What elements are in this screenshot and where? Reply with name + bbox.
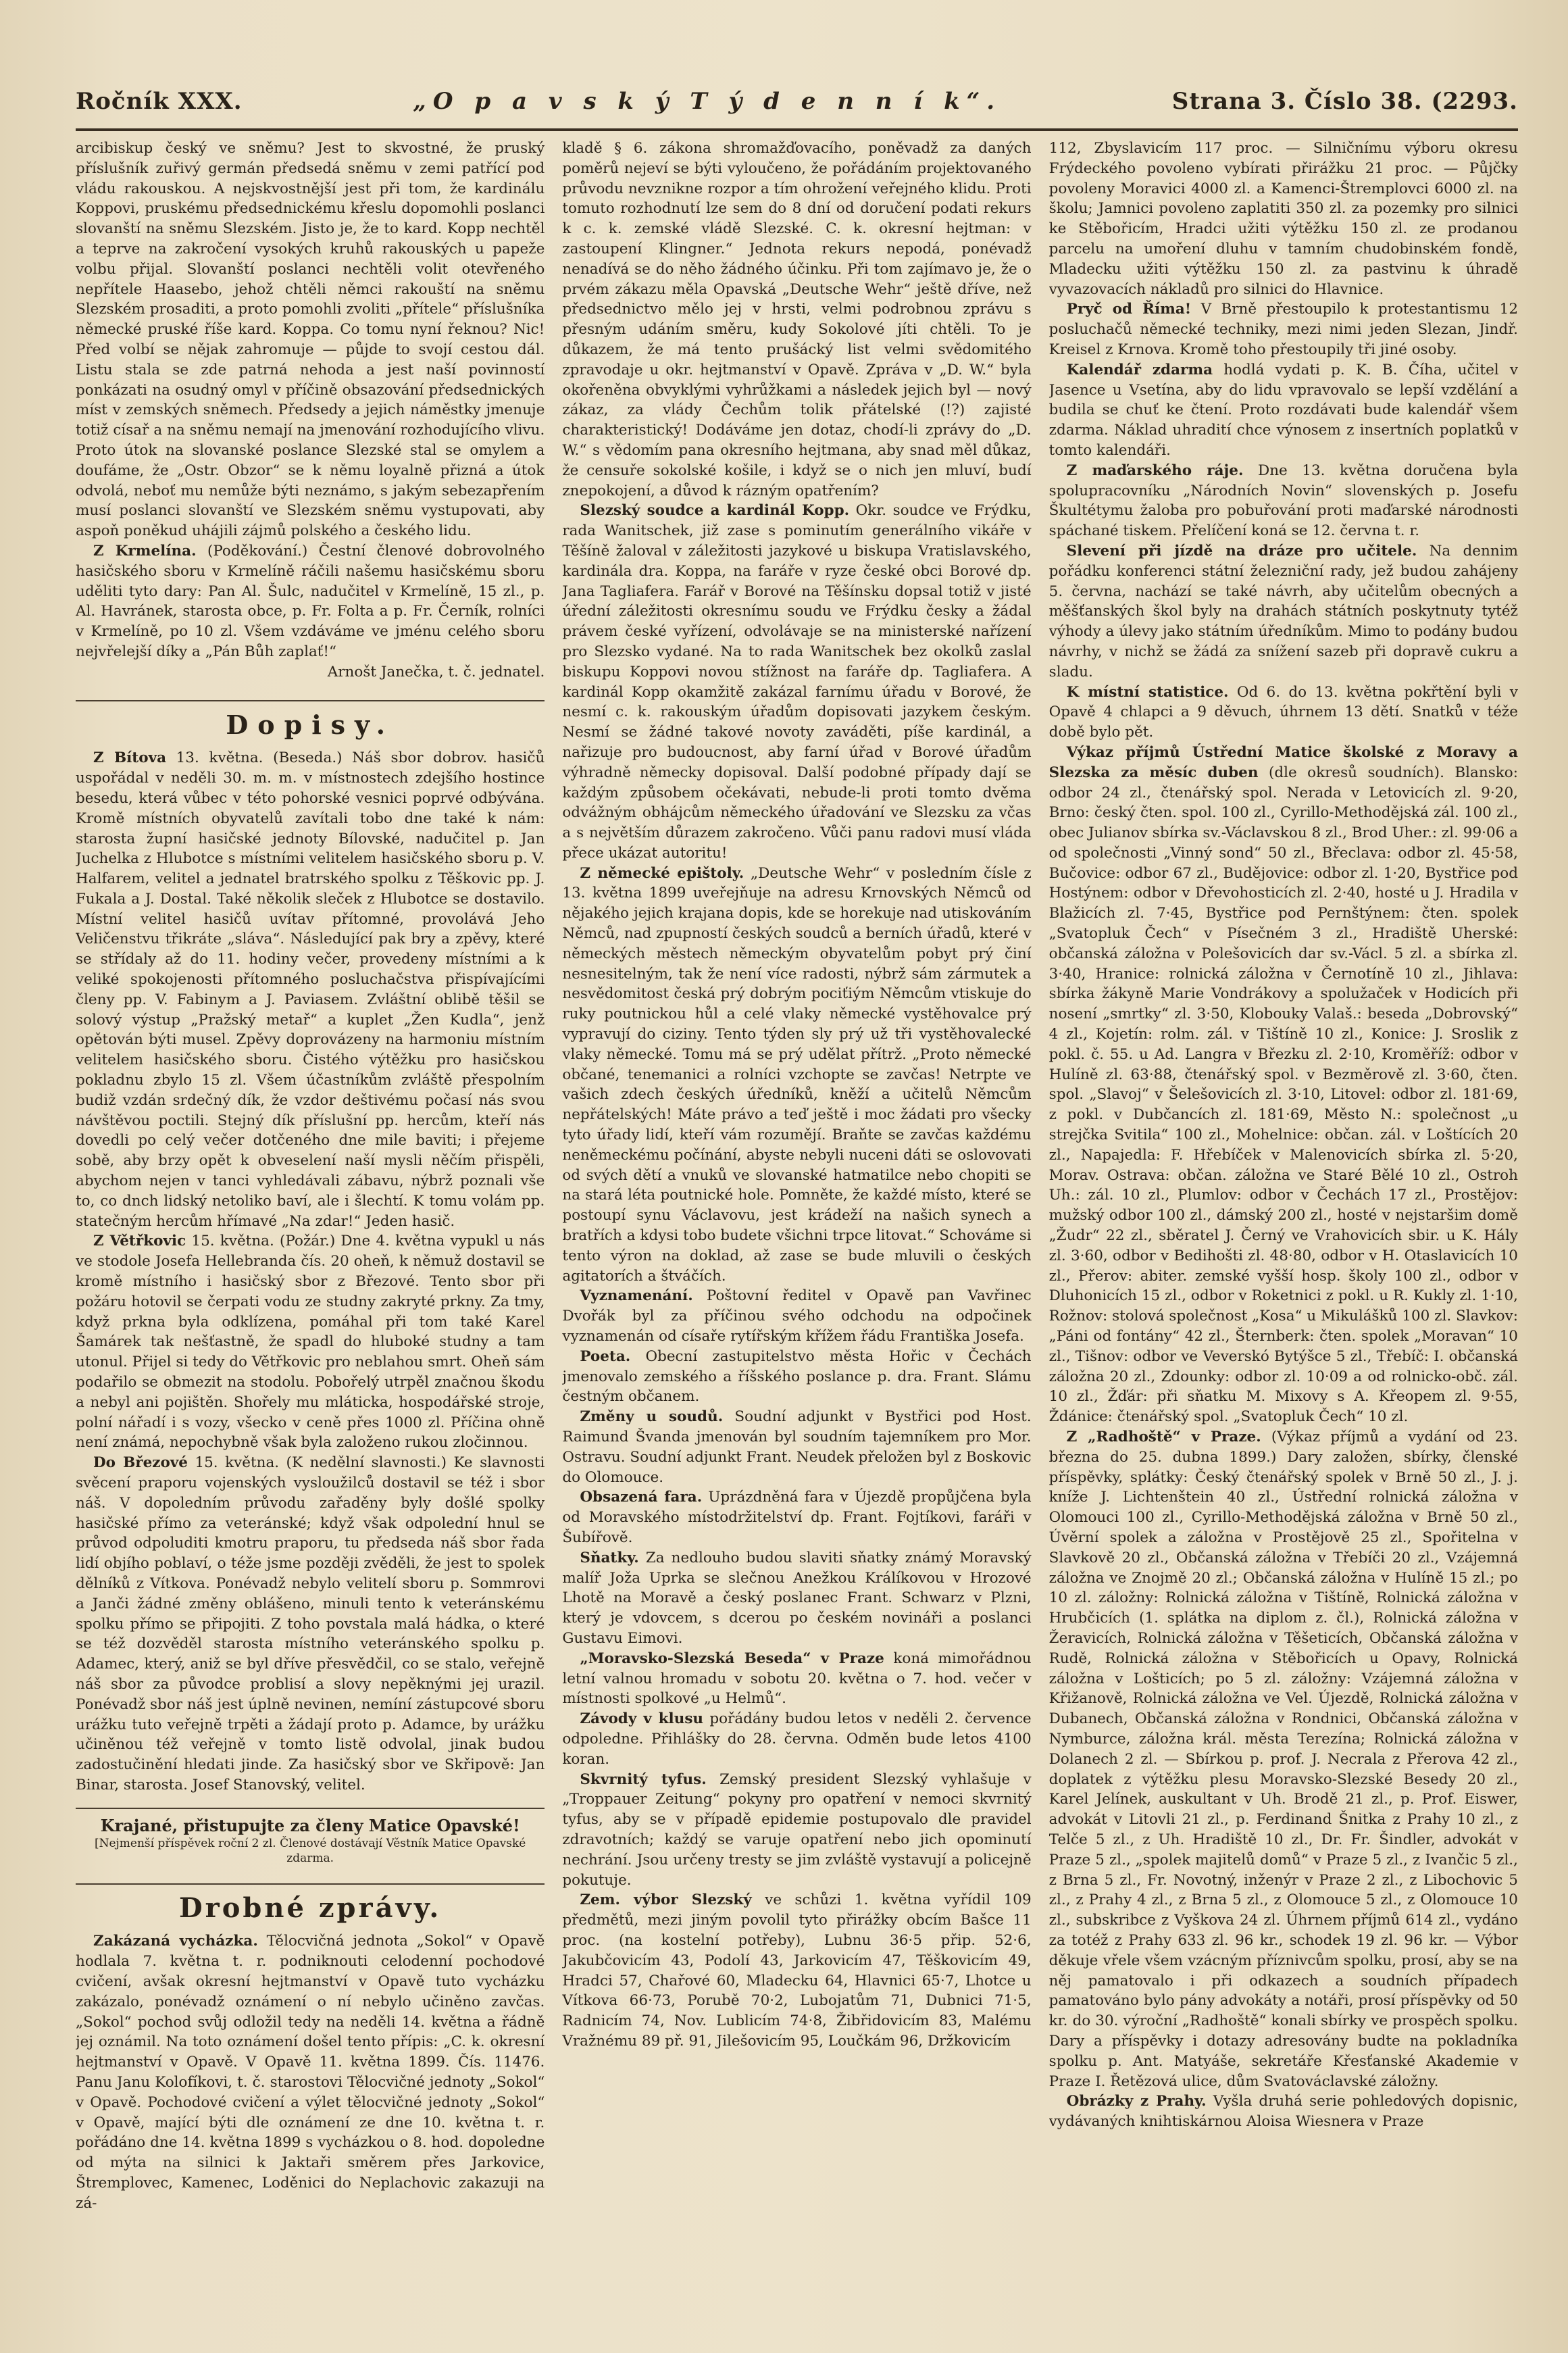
article-obrazky-z-prahy: Obrázky z Prahy. Vyšla druhá serie pohledových dopisnic, vydávaných knihtiskárnou Aloisa Wiesnera v Praze [1048, 2093, 1518, 2131]
article-radhost: Z „Radhoště“ v Praze. (Výkaz příjmů a vydání od 23. března do 25. dubna 1899.) Dary založen, sbírky, členské příspěvky, splátky: Český čtenářský spolek v Brně 50 zl., J. j. kníže J. Lichtenštein 40 zl., Ústřední rolnická záložna v Olomouci 100 zl., Cyrillo-Methodějská záložna v Brně 50 zl., Úvěrní spolek a záložna v Prostějově 25 zl., Spořitelna v Slavkově 20 zl., Občanská záložna v Třebíči 20 zl., Vzájemná záložna ve Znojmě 20 zl.; Občanská záložna v Hulíně 15 zl.; po 10 zl. záložny: Rolnická záložna v Tištíně, Rolnická záložna v Hrubčicích (1. splátka na diplom z. čl.), Rolnická záložna v Žeravicích, Rolnická záložna v Těšeticích, Občanská záložna v Rudě, Rolnická záložna v Stěbořicích u Opavy, Rolnická záložna v Lošticích; po 5 zl. záložny: Vzájemná záložna v Křižanově, Rolnická záložna ve Vel. Újezdě, Rolnická záložna v Dubanech, Občanská záložna v Rondnici, Občanská záložna v Nymburce, záložna král. města Terezína; Rolnická záložna v Dolanech 2 zl. — Sbírkou p. prof. J. Necrala z Přerova 42 zl., doplatek z výtěžku plesu Moravsko-Slezské Besedy 20 zl., Karel Jelínek, auskultant v Uh. Brodě 21 zl., p. Prof. Eiswer, advokát v Litovli 21 zl., p. Ferdinand Šnitka z Prahy 10 zl., z Telče 5 zl., z Uh. Hradiště 10 zl., Dr. Fr. Šindler, advokát v Praze 5 zl., „spolek majitelů domů“ v Praze 5 zl., z Ivančic 5 zl., z Brna 5 zl., Fr. Novotný, inženýr v Praze 2 zl., z Libochovic 5 zl., z Prahy 4 zl., z Brna 5 zl., z Olomouce 5 zl., z Olomouce 10 zl., subskribce z Vyškova 24 zl. Úhrnem příjmů 614 zl., vydáno za totéž z Prahy 633 zl. 96 kr., schodek 19 zl. 96 kr. — Výbor děkuje vřele všem vzácným příznivcům spolku, prosí, aby se na něj pamatovalo i při odkazech a soudních případech pamatováno bylo pány advokáty a notáři, prosí příspěvky od 50 kr. do 30. výroční „Radhoště“ konali sbírky ve prospěch spolku. Dary a příspěvky i dotazy adresovány budte na pokladníka spolku p. Ant. Matyáše, sekretáře Křesťanské Akademie v Praze I. Řetězová ulice, dům Svatováclavské záložny. [1048, 1429, 1518, 2090]
article-zavody: Závody v klusu pořádány budou letos v neděli 2. července odpoledne. Přihlášky do 28. června. Odměn bude letos 4100 koran. [562, 1710, 1032, 1768]
article-heading: Z německé epištoly. [580, 864, 744, 882]
article-heading: Slezský soudce a kardinál Kopp. [580, 502, 850, 520]
newspaper-title: „O p a v s k ý T ý d e n n í k“. [413, 88, 1002, 115]
article-zmeny-u-soudu: Změny u soudů. Soudní adjunkt v Bystřici pod Host. Raimund Švanda jmenován byl soudním tajemníkem pro Mor. Ostravu. Soudní adjunkt Frant. Neudek přeložen byl z Boskovic do Olomouce. [562, 1408, 1032, 1486]
article-beseda: „Moravsko-Slezská Beseda“ v Praze koná mimořádnou letní valnou hromadu v sobotu 20. května o 7. hod. večer v místnosti spolkové „u Helmů“. [562, 1650, 1032, 1708]
article-krmelin: Z Krmelína. (Poděkování.) Čestní členové dobrovolného hasičského sboru v Krmelíně ráčili našemu hasičskému sboru uděliti tyto dary: Pan Al. Šulc, nadučitel v Krmelíně, 15 zl., p. Al. Havránek, starosta obce, p. Fr. Folta a p. Fr. Černík, rolníci v Krmelíně, po 10 zl. Všem vzdáváme ve jménu celého sboru nejvřelejší díky a „Pán Bůh zaplať!“ [76, 542, 545, 660]
volume-label: Ročník XXX. [76, 88, 243, 115]
article-heading: Do Březové [93, 1454, 188, 1472]
article-heading: Pryč od Říma! [1066, 301, 1192, 318]
article-heading: Obrázky z Prahy. [1066, 2093, 1207, 2110]
section-title-dopisy: Dopisy. [76, 700, 545, 735]
signature: Arnošt Janečka, t. č. jednatel. [327, 663, 545, 680]
article-madarsky-raj: Z maďarského ráje. Dne 13. května doručena byla spolupracovníku „Národních Novin“ slovenských p. Josefu Škultétymu žaloba pro pobuřování proti maďarské národnosti spáchané tiskem. Přelíčení koná se 12. června t. r. [1048, 462, 1518, 540]
article-heading: Z Větřkovic [93, 1233, 186, 1250]
article-statistika: K místní statistice. Od 6. do 13. května pokřtění byli v Opavě 4 chlapci a 9 děvuch, úhrnem 13 dětí. Snatků v téže době bylo pět. [1048, 683, 1518, 741]
article-snatky: Sňatky. Za nedlouho budou slaviti sňatky známý Moravský malíř Joža Uprka se slečnou Anežkou Králíkovou v Hrozové Lhotě na Moravě a český poslanec Frant. Schwarz v Plzni, který je vdovcem, s dcerou po českém novináři a poslanci Gustavu Eimovi. [562, 1549, 1032, 1647]
article-sleveni: Slevení při jízdě na dráze pro učitele. Na dennim pořádku konferenci státní železniční rady, jež budou zahájeny 5. června, nachází se také návrh, aby učitelům obecných a měšťanských škol byly na drahách státních poskytnuty tytéž výhody a úlevy jako státním úředníkům. Mimo to podány budou návrhy, v nichž se žádá za snížení sazeb při dopravě cukru a sladu. [1048, 542, 1518, 680]
article-zakazana-vychazka: Zakázaná vycházka. Tělocvičná jednota „Sokol“ v Opavě hodlala 7. května t. r. podniknouti celodenní pochodové cvičení, avšak okresní hejtmanství v Opavě tuto vycházku zakázalo, ponévadž oznámení o ní nebylo učiněno zavčas. „Sokol“ pochod svůj odložil tedy na neděli 14. května a řádně jej oznámil. Na toto oznámení došel tento přípis: „C. k. okresní hejtmanství v Opavě. V Opavě 11. května 1899. Čís. 11476. Panu Janu Kolofíkovi, t. č. starostovi Tělocvičné jednoty „Sokol“ v Opavě. Pochodové cvičení a výlet tělocvičné jednoty „Sokol“ v Opavě, mající býti dle oznámení ze dne 10. května t. r. pořádáno dne 14. května 1899 s vycházkou o 8. hod. dopoledne od mýta na silnici k Jaktaři směrem přes Jarkovice, Štremplovec, Kamenec, Loděnici do Neplachovic zakazuji na zá- [76, 1933, 545, 2212]
article-heading: Vyznamenání. [580, 1287, 693, 1305]
matice-notice-heading: Krajané, přistupujte za členy Matice Opavské! [76, 1808, 545, 1836]
article-heading: Výkaz příjmů Ústřední Matice školské z Moravy a Slezska za měsíc duben [1048, 743, 1518, 781]
article-heading: Obsazená fara. [580, 1489, 703, 1506]
article-heading: Z Krmelína. [93, 542, 197, 560]
article-zem-vybor: Zem. výbor Slezský ve schůzi 1. května vyřídil 109 předmětů, mezi jiným povolil tyto přirážky obcím Bašce 11 proc. (na kostelní potřeby), Lubnu 36·5 přip. 52·6, Jakubčovicím 43, Podolí 43, Jarkovicím 47, Těškovicím 49, Hradci 57, Chařové 60, Mladecku 64, Hlavnici 65·7, Lhotce u Vítkova 66·73, Porubě 70·2, Lubojatům 71, Dubnici 71·5, Radnicím 74, Nov. Lublicím 74·8, Žibřidovicím 83, Malému Vražnému 89 př. 91, Jilešovicím 95, Loučkám 96, Držkovicím [562, 1891, 1032, 2050]
article-nemecka-epistola: Z německé epištoly. „Deutsche Wehr“ v posledním čísle z 13. května 1899 uveřejňuje na adresu Krnovských Němců od nějakého jejich krajana dopis, kde se horekuje nad utiskováním Němců, nad zpupností českých soudců a berních úřadů, které v německých městech německým obyvatelům pobyt prý činí nesnesitelným, tak že není více radosti, nýbrž sám zármutek a nesvědomitost česká prý dobrým pociťiým Němcům vtiskuje do ruky poutnickou hůl a celé vlaky německé vystěhovalce prý vypravují do ciziny. Tento týden sly prý už tři vystěhovalecké vlaky německé. Tomu má se prý udělat přítrž. „Proto německé občané, tenemanici a rolníci vzchopte se zavčas! Netrpte ve vašich zdech českých úředníků, kněží a učitelů Němcům nepřátelských! Máte právo a teď ještě i moc žádati pro všecky tyto úřady lidí, kteří vám rozumějí. Braňte se zavčas každému neněmeckému počínání, abyste nebyli nuceni dáti se oslovovati od svých dětí a vnuků ve slovanské hatmatilce nebo chopiti se na stará léta poutnické hole. Pomněte, že každé místo, které se postoupí synu Václavovu, jest krádeží na našich synech a bratřích a kdysi tobo budete všichni trpce litovat.“ Schováme si tento výron na doklad, až zase se bude mluvili o českých agitatorích a štváčích. [562, 864, 1032, 1285]
page-header [76, 82, 1518, 131]
article-heading: Kalendář zdarma [1066, 361, 1213, 378]
article-tyfus: Skvrnitý tyfus. Zemský president Slezský vyhlašuje v „Troppauer Zeitung“ pokyny pro opatření v nemoci skvrnitý tyfus, aby se v případě epidemie postupovalo dle pravidel zdravotních; každý se varuje opatření nebo jich opominutí nechrání. Jsou určeny tresty se jim zvláště vystavují a policejně pokutuje. [562, 1770, 1032, 1889]
article-poeta: Poeta. Obecní zastupitelstvo města Hořic v Čechách jmenovalo zemského a říšského poslance p. dra. Frant. Slámu čestným občanem. [562, 1347, 1032, 1406]
article-vetrkovice: Z Větřkovic 15. května. (Požár.) Dne 4. května vypukl u nás ve stodole Josefa Hellebranda čís. 20 oheň, k němuž dostavil se kromě místního i hasičský sbor z Březové. Tento sbor při požáru hotovil se čerpati vodu ze studny zakryté prkny. Za tmy, když prkna byla odklízena, pomáhal při tom také Karel Šamárek tak nešťastně, že spadl do hluboké studny a tam utonul. Přijel si tedy do Větřkovic pro neblahou smrt. Oheň sám podařilo se obmezit na stodolu. Pobořelý utrpěl značnou škodu a nebyl ani pojištěn. Shořely mu mláticka, hospodářské stroje, polní nářadí i s vozy, všecko v ceně přes 1000 zl. Příčina ohně není známá, nepochybně však byla založeno rukou zločinnou. [76, 1233, 545, 1452]
article-kardinal-kopp: Slezský soudce a kardinál Kopp. Okr. soudce ve Frýdku, rada Wanitschek, již zase s pominutím generálního vikáře v Těšíně žaloval v záležitosti jazykové u biskupa Vratislavského, kardinála dra. Koppa, na faráře v ryze české obci Borové dp. Jana Tagliafera. Farář v Borové na Těšínsku dopsal totiž v jisté úřední záležitosti okresnímu soudu ve Frýdku česky a žádal právem české vyřízení, odvolávaje se na ministerské nařízení pro Slezsko vydané. Na to rada Wanitschek bez okolků zaslal biskupu Koppovi novou stížnost na faráře dp. Tagliafera. A kardinál Kopp okamžitě zakázal farnímu úřadu v Borové, že nesmí c. k. rakouským úřadům dopisovati jazykem českým. Nesmí se žádné takové novoty zaváděti, píše kardinál, a nařizuje pro budoucnost, aby farní úřad v Borové úřadům výhradně německy dopisoval. Další podobné případy dají se každým způsobem očekávati, nebude-li proti tomto dvěma odvážným obhájcům německého úřadování ve Slezsku za včas a s největším důrazem zakročeno. Vůči panu radovi musí vláda přece ukázat autoritu! [562, 502, 1032, 862]
section-title-drobne-zpravy: Drobné zprávy. [76, 1883, 545, 1918]
column-1 [76, 139, 545, 2335]
article-vyznamenani: Vyznamenání. Poštovní ředitel v Opavě pan Vavřinec Dvořák byl za příčinou svého odchodu na odpočinek vyznamenán od císaře rytířským křížem řádu Františka Josefa. [562, 1287, 1032, 1345]
article-heading: Zakázaná vycházka. [93, 1933, 258, 1950]
article-pryc-od-rima: Pryč od Říma! V Brně přestoupilo k protestantismu 12 posluchačů německé techniky, mezi nimi jeden Slezan, Jindř. Kreisel z Krnova. Kromě toho přestoupily tři jiné osoby. [1048, 301, 1518, 358]
article-heading: Sňatky. [580, 1549, 639, 1566]
article-heading: Skvrnitý tyfus. [580, 1770, 707, 1788]
column-3 [1049, 139, 1518, 2335]
article-continuation: kladě § 6. zákona shromažďovacího, poněvadž za daných poměrů nejeví se býti vyloučeno, že pořádáním projektovaného průvodu nevznikne rozpor a tím ohrožení veřejného klidu. Proti tomuto rozhodnutí lze sem do 8 dní od doručení podati rekurs k c. k. zemské vládě Slezské. C. k. okresní hejtman: v zastoupení Klingner.“ Jednota rekurs nepodá, ponévadž nenadívá se do něho žádného účinku. Při tom zajímavo je, že o prvém zákazu měla Opavská „Deutsche Wehr“ ještě dříve, než předsednictvo mělo jej v hrsti, velmi podrobnou zprávu s přesným udáním směru, kudy Sokolové jíti chtěli. To je důkazem, že má tento prušácký list velmi svědomitého zpravodaje u okr. hejtmanství v Opavě. Zpráva v „D. W.“ byla okořeněna obvyklými vyhrůžkami a následek jejich byl — nový zákaz, za vlády Čechům tolik přátelské (!?) zajisté charakteristický! Dodáváme jen dotaz, chodí-li zprávy do „D. W.“ s vědomím pana okresního hejtmana, aby snad měl důkaz, že censuře sokolské košile, i když se o nich jen mluví, budí znepokojení, a důvod k rázným opatřením? [562, 140, 1032, 499]
article-heading: Z Bítova [93, 749, 166, 767]
article-brezova: Do Březové 15. května. (K nedělní slavnosti.) Ke slavnosti svěcení praporu vojenských vysloužilců dostavil se též i sbor náš. V dopoledním průvodu zařaděny byly došlé spolky hasičské přímo za veteránské; když však odpolední hnul se průvod odpoluditi kmotru praporu, tu předseda náš sbor řada lidí objího poblaví, o téže jsme později zvěděli, že jest to spolek dělníků z Vítkova. Ponévadž nebylo velitelí sboru p. Sommrovi a Janči žádné změny oblášeno, minuli tento k veteránskému spolku přímo se připojiti. Z toho povstala malá hádka, o které se též dozvěděl starosta místního veteránského spolku p. Adamec, který, aniž se byl dříve přesvědčil, co se stalo, veřejně náš sbor za původce problisí a slovy nepěknými jej urazil. Ponévadž sbor náš jest úplně nevinen, nemíní zástupcové sboru urážku tuto veřejně trpěti a žádají proto p. Adamce, by urážku učiněnou též veřejně v tomto listě odvolal, jinak budou zadostučinění hledati jinde. Za hasičský sbor ve Skřipově: Jan Binar, starosta. Josef Stanovský, velitel. [76, 1454, 545, 1793]
column-2 [562, 139, 1031, 2335]
page-number: Strana 3. Číslo 38. (2293. [1171, 88, 1518, 115]
article-matice-skolska: Výkaz příjmů Ústřední Matice školské z Moravy a Slezska za měsíc duben (dle okresů soudních). Blansko: odbor 24 zl., čtenářský spol. Nerada v Letovicích zl. 9·20, Brno: český čten. spol. 100 zl., Cyrillo-Methodějská zál. 100 zl., obec Julianov sbírka sv.-Václavskou 8 zl., Brod Uher.: zl. 99·06 a od společnosti „Vinný sond“ 50 zl., Břeclava: odbor zl. 45·58, Bučovice: odbor 67 zl., Budějovice: odbor zl. 1·20, Bystřice pod Hostýnem: odbor v Dřevohosticích zl. 2·40, hosté u J. Hradila v Blažicích zl. 7·45, Bystřice pod Pernštýnem: čten. spolek „Svatopluk Čech“ v Písečném 3 zl., Hradiště Uherské: občanská záložna v Polešovicích dar sv.-Václ. 5 zl. a sbírka zl. 3·40, Hranice: rolnická záložna v Černotíně 10 zl., Jihlava: sbírka žákyně Marie Vondrákovy a spolužaček v Hodicích při nosení „smrtky“ zl. 3·50, Klobouky Valaš.: beseda „Dobrovský“ 4 zl., Kojetín: rolm. zál. v Tištíně 10 zl., Konice: J. Sroslik z pokl. č. 55. u Ad. Langra v Březku zl. 2·10, Kroměříž: odbor v Hulíně zl. 63·88, čtenářský spol. v Bezměrově zl. 3·60, čten. spol. „Slavoj“ v Šelešovicích zl. 3·10, Litovel: odbor zl. 181·69, z pokl. v Dubčancích zl. 181·69, Město N.: společnost „u strejčka Svitila“ 100 zl., Mohelnice: občan. zál. v Loštících 20 zl., Napajedla: F. Hřebíček v Malenovicích sbírka zl. 5·20, Morav. Ostrava: občan. záložna ve Staré Bělé 10 zl., Ostroh Uh.: zál. 10 zl., Plumlov: odbor v Čechách 17 zl., Prostějov: mužský odbor 100 zl., dámský 200 zl., hosté v nejstaršim domě „Žudr“ 22 zl., sběratel J. Černý ve Vrahovicích sbir. u K. Hály zl. 3·60, odbor v Bedihošti zl. 48·80, odbor v H. Otaslavicích 10 zl., Přerov: abiter. zemské vyšší hosp. školy 100 zl., odbor v Dluhonicích 15 zl., odbor v Roketnici z pokl. u R. Kukly zl. 1·10, Rožnov: stolová společnost „Kosa“ u Mikulášků 100 zl. Slavkov: „Páni od fontány“ 42 zl., Šternberk: čten. spolek „Moravan“ 10 zl., Tišnov: odbor ve Veverskó Bytýšce 5 zl., Třebíč: I. občanská záložna 20 zl., Zdounky: odbor zl. 10·09 a od rolnicko-obč. zál. 10 zl., Žďár: při sňatku M. Mixovy s A. Křeopem zl. 9·55, Ždánice: čtenářský spol. „Svatopluk Čech“ 10 zl. [1048, 743, 1518, 1426]
signature: Jeden hasič. [365, 1212, 455, 1230]
article-columns [76, 139, 1518, 2335]
article-heading: Z „Radhoště“ v Praze. [1066, 1429, 1261, 1445]
article-heading: Závody v klusu [580, 1710, 704, 1728]
article-heading: Zem. výbor Slezský [580, 1891, 752, 1909]
article-bitov: Z Bítova 13. května. (Beseda.) Náš sbor dobrov. hasičů uspořádal v neděli 30. m. m. v místnostech zdejšího hostince besedu, která vůbec v této pohorské vesnici poprvé odbývána. Kromě místních obyvatelů zavítali tobo dne také k nám: starosta župní hasičské jednoty Bílovské, nadučitel p. Jan Juchelka z Hlubotce s místními velitelem hasičského sboru p. V. Halfarem, velitel a jednatel bratrského spolku z Těškovic pp. J. Fukala a J. Dostal. Také několik sleček z Hlubotce se dostavilo. Místní velitel hasičů uvítav přítomné, provolává Jeho Veličenstvu třikráte „sláva“. Následující pak bry a zpěvy, které se střídaly až do 11. hodiny večer, provedeny místními a k veliké spokojenosti přítomného posluchačstva přispívajícími členy pp. V. Fabinym a J. Paviasem. Zvláštní oblibě těšil se solový výstup „Pražský metař“ a kuplet „Žen Kudla“, jenž opětován býti musel. Zpěvy doprovázeny na harmoniu místním velitelem hasičského sboru. Čistého výtěžku pro hasičskou pokladnu zbylo 15 zl. Všem účastníkům zvláště přespolním budiž vzdán srdečný dík, že vzdor deštivému počasí nás svou návštěvou poctili. Stejný dík příslušní pp. hercům, kteří nás dovedli po celý večer dotčeného dne mile baviti; i přejeme sobě, aby brzy opět k obveselení naší mysli něčím přispěli, abychom nejen v tanci vyhledávali zábavu, nýbrž poznali vše to, co dnch lidský netoliko baví, ale i šlechtí. K tomu volám pp. statečným hercům hřímavé „Na zdar!“ Jeden hasič. [76, 749, 545, 1230]
article-continuation: 112, Zbyslavicím 117 proc. — Silničnímu výboru okresu Frýdeckého povoleno vybírati přirážku 21 proc. — Půjčky povoleny Moravici 4000 zl. a Kamenci-Štremplovci 6000 zl. na školu; Jamnici povoleno zaplatiti 350 zl. za pozemky pro silnici ke Stěbořicím, Hradci užiti výtěžku 150 zl. ze prodanou parcelu na umoření dluhu v tamním chudobinském fondě, Mladecku užiti výtěžku 150 zl. za pastvinu k úhradě vyvazovacích nákladů pro silnici do Hlavnice. [1048, 140, 1518, 298]
article-continuation: arcibiskup český ve sněmu? Jest to skvostné, že pruský příslušník zuřivý germán předsedá sněmu v zemi patřící pod vládu rakouskou. A nejskvostnější jest při tom, že kardinálu Koppovi, pruskému předsednickému křeslu dopomohli poslanci slovanští na sněmu Slezském. Jisto je, že to kard. Kopp nechtěl a teprve na zakročení vysokých kruhů rakouských u papeže volbu přijal. Slovanští poslanci nechtěli volit otevřeného nepřítele Haasebo, jehož chtěli němci rakouští na sněmu Slezském prosaditi, a proto pomohli zvoliti „přítele“ příslušníka německé pruské říše kard. Koppa. Co tomu nyní řeknou? Nic! Před volbí se nějak zahromuje — půjde to svojí cestou dál. Listu stala se zde patrná nehoda a jest naší povinností ponkázati na osudný omyl v příčině obsazování předsednických míst v zemských sněmech. Předsedy a jejich náměstky jmenuje totiž císař a na sněmu nemají na jmenování rozhodujícího vlivu. Proto útok na slovanské poslance Slezské stal se omylem a doufáme, že „Ostr. Obzor“ se k němu loyalně přizná a útok odvolá, neboť mu nemůže býti neznámo, s jakým sebezapřením musí poslanci slovanští ve Slezském sněmu vystupovati, aby aspoň poněkud uhájili zájmů polského a českého lidu. [76, 140, 545, 540]
article-heading: Z maďarského ráje. [1066, 462, 1244, 479]
article-heading: Změny u soudů. [580, 1408, 724, 1426]
article-heading: „Moravsko-Slezská Beseda“ v Praze [580, 1650, 884, 1667]
article-heading: Poeta. [580, 1347, 631, 1365]
article-kalendar: Kalendář zdarma hodlá vydati p. K. B. Číha, učitel v Jasence u Vsetína, aby do lidu vpravovalo se lepší vzdělání a budila se chuť ke čtení. Proto rozdávati bude kalendář všem zdarma. Náklad uhradití chce výnosem z insertních poplatků v tomto kalendáři. [1048, 361, 1518, 459]
article-heading: Slevení při jízdě na dráze pro učitele. [1066, 542, 1417, 560]
matice-notice-body: [Nejmenší příspěvek roční 2 zl. Členové dostávají Věstník Matice Opavské zdarma. [94, 1836, 526, 1865]
article-heading: K místní statistice. [1066, 683, 1229, 701]
article-obsazena-fara: Obsazená fara. Uprázdněná fara v Újezdě propůjčena byla od Moravského místodržitelství dp. Frant. Fojtíkovi, faráři v Šubířově. [562, 1489, 1032, 1546]
